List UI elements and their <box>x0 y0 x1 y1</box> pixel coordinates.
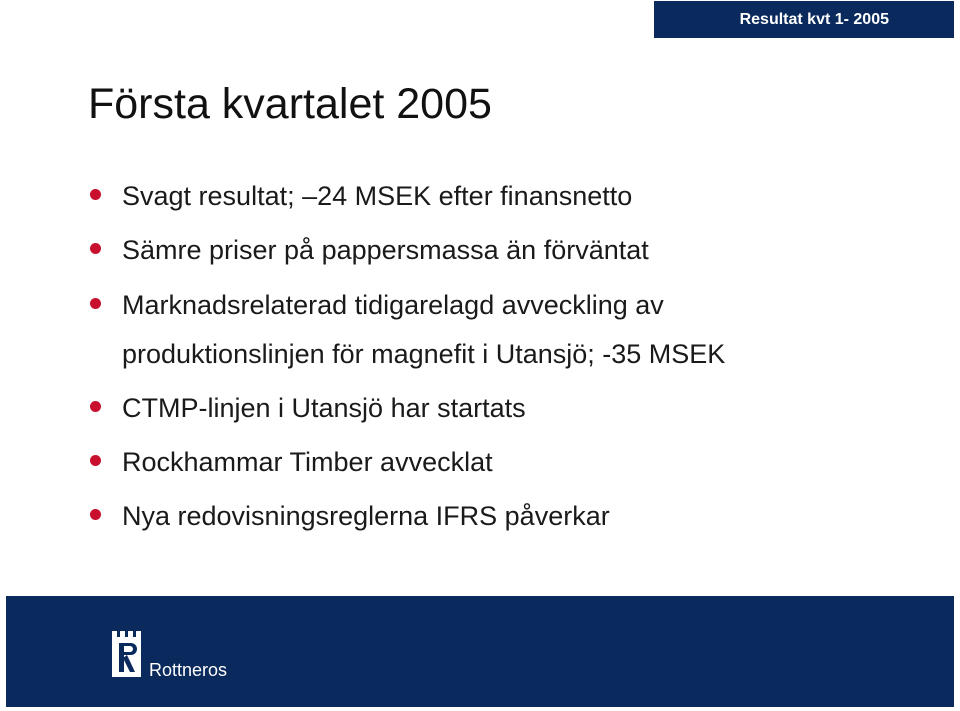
bullet-text: CTMP-linjen i Utansjö har startats <box>122 393 526 423</box>
bullet-item <box>122 490 610 542</box>
header-badge-text: Resultat kvt 1- 2005 <box>739 11 889 28</box>
bullet-continuation <box>122 328 725 380</box>
bullet-item <box>122 436 493 488</box>
bullet-dot-icon <box>90 298 101 309</box>
page-title: Första kvartalet 2005 <box>88 80 492 128</box>
bullet-text: Nya redovisningsreglerna IFRS påverkar <box>122 501 610 531</box>
bullet-item <box>122 279 664 331</box>
bullet-dot-icon <box>90 509 101 520</box>
bullet-dot-icon <box>90 189 101 200</box>
rottneros-wordmark: Rottneros <box>149 660 228 680</box>
bullet-dot-icon <box>90 401 101 412</box>
bullet-text: Svagt resultat; –24 MSEK efter finansnetto <box>122 181 633 211</box>
bullet-item <box>122 170 632 222</box>
bullet-item <box>122 382 526 434</box>
bullet-text: produktionslinjen för magnefit i Utansjö; -35 MSEK <box>122 339 726 369</box>
bullet-text: Sämre priser på pappersmassa än förväntat <box>122 235 649 265</box>
bullet-dot-icon <box>90 455 101 466</box>
bullet-item <box>122 224 649 276</box>
bullet-text: Rockhammar Timber avvecklat <box>122 447 493 477</box>
bullet-text: Marknadsrelaterad tidigarelagd avveckling av <box>122 290 664 320</box>
header-badge <box>654 1 954 38</box>
bullet-dot-icon <box>90 243 101 254</box>
